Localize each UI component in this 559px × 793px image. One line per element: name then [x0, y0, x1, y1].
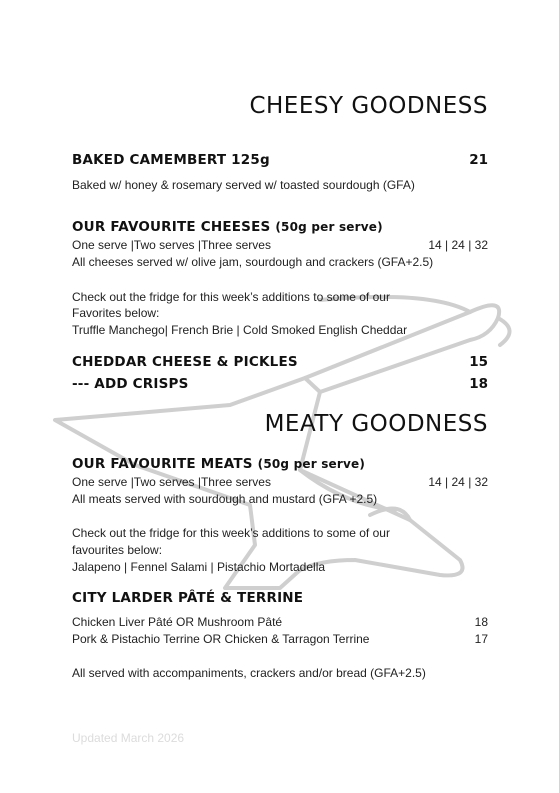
cheese-fridge-list: Truffle Manchego| French Brie | Cold Smoked English Cheddar: [72, 323, 408, 337]
meaty-goodness-title: MEATY GOODNESS: [264, 411, 488, 437]
meat-fridge-list: Jalapeno | Fennel Salami | Pistachio Mortadella: [72, 560, 326, 574]
larder-item-price: 18: [474, 615, 488, 629]
cheese-serve-prices: 14 | 24 | 32: [428, 238, 488, 252]
favourite-cheeses-heading: [72, 219, 383, 235]
favourite-meats-name: OUR FAVOURITE MEATS: [72, 456, 253, 472]
meat-serve-prices: 14 | 24 | 32: [428, 475, 488, 489]
camembert-name: BAKED CAMEMBERT 125g: [72, 152, 270, 168]
camembert-price: 21: [469, 152, 488, 168]
meat-fridge-line2: favourites below:: [72, 543, 163, 557]
cheesy-goodness-title: CHEESY GOODNESS: [249, 93, 488, 119]
cheese-serves: One serve |Two serves |Three serves: [72, 238, 271, 252]
cheddar-name: CHEDDAR CHEESE & PICKLES: [72, 354, 298, 370]
favourite-cheeses-qualifier: (50g per serve): [275, 220, 383, 234]
favourite-meats-heading: [72, 456, 365, 472]
favourite-meats-qualifier: (50g per serve): [257, 457, 366, 471]
cheese-fridge-line2: Favorites below:: [72, 306, 160, 320]
city-larder-heading: CITY LARDER PÂTÉ & TERRINE: [72, 590, 304, 606]
cheese-fridge-line1: Check out the fridge for this week’s additions to some of our: [72, 290, 390, 304]
meat-serves: One serve |Two serves |Three serves: [72, 475, 271, 489]
camembert-desc: Baked w/ honey & rosemary served w/ toasted sourdough (GFA): [72, 178, 415, 192]
larder-item-name: Pork & Pistachio Terrine OR Chicken & Tarragon Terrine: [72, 632, 370, 646]
crisps-price: 18: [469, 376, 488, 392]
updated-footer: Updated March 2026: [72, 731, 185, 745]
larder-note: All served with accompaniments, crackers and/or bread (GFA+2.5): [72, 666, 426, 680]
crisps-name: --- ADD CRISPS: [72, 376, 189, 392]
menu-page: [72, 0, 488, 793]
larder-item-price: 17: [474, 632, 488, 646]
larder-item-name: Chicken Liver Pâté OR Mushroom Pâté: [72, 615, 283, 629]
cheddar-price: 15: [469, 354, 488, 370]
meat-fridge-line1: Check out the fridge for this week’s additions to some of our: [72, 526, 390, 540]
favourite-cheeses-name: OUR FAVOURITE CHEESES: [72, 219, 271, 235]
cheese-desc: All cheeses served w/ olive jam, sourdough and crackers (GFA+2.5): [72, 255, 434, 269]
meat-desc: All meats served with sourdough and mustard (GFA +2.5): [72, 492, 378, 506]
